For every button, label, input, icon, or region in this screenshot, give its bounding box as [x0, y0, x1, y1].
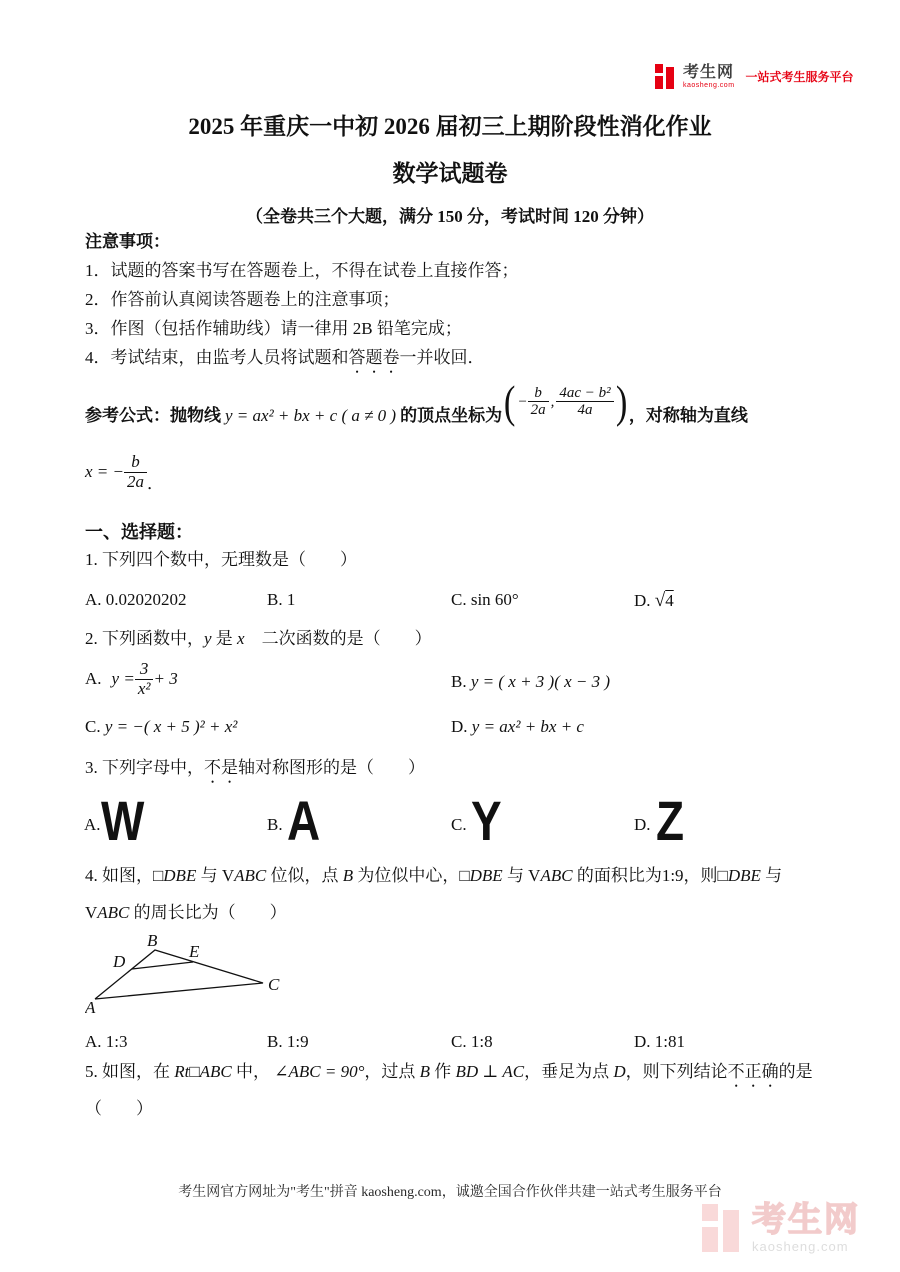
- q3-option-b-label: B.: [267, 815, 283, 834]
- stem-text: 是: [211, 629, 238, 648]
- math-DBE: DBE: [469, 866, 503, 885]
- stem-text: 的面积比为1:9，则□: [572, 866, 728, 885]
- minus-sign: −: [517, 393, 528, 410]
- option-value: 1:9: [286, 1032, 309, 1051]
- notice-item-4-emph: 答题卷: [348, 348, 400, 367]
- notice-item-3: 3．作图（包括作辅助线）请一律用 2B 铅笔完成；: [85, 319, 462, 338]
- option-label: B.: [451, 672, 467, 691]
- fraction-numerator: 3: [139, 658, 149, 678]
- stem-text: 与: [760, 866, 783, 885]
- stem-text: 的周长比为（ ）: [129, 903, 287, 922]
- comma: ,: [550, 393, 555, 410]
- math-BD-perp-AC: BD ⊥ AC: [455, 1062, 525, 1081]
- q2-option-c: [85, 716, 237, 737]
- stem-text: 2. 下列函数中，: [85, 629, 204, 648]
- fraction-numerator: b: [534, 384, 542, 401]
- label-D: D: [113, 952, 126, 971]
- reference-formula: [85, 376, 748, 444]
- stem-text: V: [85, 903, 98, 922]
- kaosheng-watermark-icon: [702, 1204, 744, 1252]
- fraction-b-2a: [528, 385, 549, 419]
- math-Rt: Rt: [174, 1062, 190, 1081]
- stem-text: 与 V: [196, 866, 235, 885]
- formula-equation: y = ax² + bx + c ( a ≠ 0 ): [225, 406, 397, 426]
- math-ABC: ABC: [199, 1062, 232, 1081]
- option-math: + 3: [153, 669, 178, 689]
- kaosheng-logo-icon: [655, 64, 676, 89]
- axis-lead: x = −: [85, 462, 124, 482]
- math-angle-ABC: ∠ABC = 90°: [274, 1062, 365, 1081]
- q2-option-a: [85, 653, 178, 705]
- q1-option-b: [267, 589, 295, 610]
- q1-option-a: [85, 589, 187, 610]
- stem-text: 4. 如图，□: [85, 866, 164, 885]
- q1-stem: 1. 下列四个数中，无理数是（ ）: [85, 550, 357, 569]
- stem-text: ，垂足为点: [524, 1062, 614, 1081]
- math-D: D: [613, 1062, 626, 1081]
- stem-text: 的是: [778, 1062, 813, 1081]
- fraction-numerator: b: [131, 451, 140, 471]
- stem-text: 与 V: [502, 866, 541, 885]
- q3-stem: [85, 757, 425, 787]
- period: ．: [147, 473, 164, 493]
- open-paren: (: [504, 376, 516, 428]
- stem-text: 中，: [231, 1062, 275, 1081]
- notice-item-4: [85, 347, 485, 377]
- radicand: 4: [665, 591, 674, 610]
- notice-item-1: 1．试题的答案书写在答题卷上，不得在试卷上直接作答；: [85, 261, 519, 280]
- q2-option-d: [451, 716, 584, 737]
- q1-option-d: [634, 589, 674, 613]
- q3-option-a-label: A.: [84, 815, 101, 834]
- label-A: A: [85, 998, 96, 1017]
- q3-option-d-label: D.: [634, 815, 651, 834]
- option-math: y = ax² + bx + c: [471, 717, 584, 736]
- option-value: 0.02020202: [105, 590, 187, 609]
- footer-text: 考生网官方网址为"考生"拼音 kaosheng.com，诚邀全国合作伙伴共建一站式考生服务平台: [178, 1185, 722, 1200]
- option-label: D.: [451, 717, 468, 736]
- q4-option-a: [85, 1031, 128, 1052]
- option-value: 1:3: [105, 1032, 128, 1051]
- option-label: D.: [634, 1032, 651, 1051]
- exam-info: （全卷共三个大题，满分 150 分，考试时间 120 分钟）: [246, 207, 654, 226]
- brand-tagline: 一站式考生服务平台: [745, 70, 854, 84]
- option-label: C.: [451, 590, 467, 609]
- notice-heading: 注意事项：: [85, 232, 170, 251]
- q4-triangle-figure: [85, 933, 325, 1017]
- formula-lead: 参考公式：抛物线: [85, 406, 221, 426]
- fraction-denominator: 2a: [528, 401, 549, 419]
- q2-stem: [85, 628, 432, 649]
- q3-option-a-letter: W: [101, 789, 143, 852]
- notice-item-4-pre: 4．考试结束，由监考人员将试题和: [85, 348, 349, 367]
- option-math: y = ( x + 3 )( x − 3 ): [470, 672, 611, 691]
- q1-option-c: [451, 589, 519, 610]
- option-label: D.: [634, 591, 651, 610]
- q2-option-b: [451, 671, 610, 692]
- stem-text: 轴对称图形的是（ ）: [238, 758, 425, 777]
- radical-sign: √: [654, 590, 666, 611]
- q5-stem-line2: （ ）: [85, 1099, 153, 1118]
- formula-tail: ，对称轴为直线: [628, 406, 748, 426]
- option-value: 1: [286, 590, 296, 609]
- stem-text: □: [189, 1062, 200, 1081]
- option-value: sin 60°: [470, 590, 519, 609]
- option-label: A.: [85, 669, 102, 689]
- q4-option-b: [267, 1031, 309, 1052]
- formula-mid: 的顶点坐标为: [400, 406, 503, 426]
- brand-domain: kaosheng.com: [683, 81, 735, 89]
- option-label: B.: [267, 590, 283, 609]
- stem-text: ，则下列结论: [625, 1062, 728, 1081]
- notice-item-4-post: 一并收回．: [399, 348, 485, 367]
- stem-text: 3. 下列字母中，: [85, 758, 204, 777]
- option-label: C.: [451, 1032, 467, 1051]
- fraction-b-2a: [124, 453, 147, 491]
- math-B: B: [342, 866, 354, 885]
- q4-option-c: [451, 1031, 493, 1052]
- close-paren: ): [615, 376, 628, 428]
- option-value: 1:81: [654, 1032, 686, 1051]
- axis-formula: [85, 450, 164, 494]
- fraction-numerator: 4ac − b²: [559, 384, 611, 401]
- segment-DE: [132, 962, 193, 969]
- fraction-4ac-b2-4a: [556, 385, 613, 419]
- watermark-brand-name: 考生网: [752, 1201, 860, 1239]
- fraction-3-x2: [135, 660, 154, 698]
- watermark-domain: kaosheng.com: [752, 1239, 849, 1254]
- q3-option-b-letter: A: [287, 789, 319, 852]
- fraction-denominator: 4a: [556, 401, 613, 419]
- notice-item-2: 2．作答前认真阅读答题卷上的注意事项；: [85, 290, 400, 309]
- section-heading: 一、选择题：: [85, 522, 193, 542]
- q4-stem-line1: [85, 865, 782, 886]
- math-B: B: [419, 1062, 431, 1081]
- q3-option-c-label: C.: [451, 815, 467, 834]
- math-ABC: ABC: [97, 903, 130, 922]
- stem-emphasis: 不正确: [727, 1062, 779, 1081]
- fraction-denominator: x²: [135, 679, 154, 699]
- stem-text: 作: [430, 1062, 456, 1081]
- option-label: C.: [85, 717, 101, 736]
- q3-option-d-letter: Z: [656, 789, 683, 852]
- q4-stem-line2: [85, 902, 287, 923]
- math-ABC: ABC: [540, 866, 573, 885]
- option-label: A.: [85, 1032, 102, 1051]
- page-title: 2025 年重庆一中初 2026 届初三上期阶段性消化作业: [188, 114, 712, 139]
- brand-name: 考生网: [683, 63, 735, 81]
- stem-emphasis: 不是: [204, 758, 238, 777]
- label-B: B: [147, 933, 158, 950]
- stem-text: 二次函数的是（ ）: [244, 629, 432, 648]
- stem-text: 位似，点: [266, 866, 343, 885]
- q3-option-c-letter: Y: [471, 789, 500, 852]
- math-ABC: ABC: [234, 866, 267, 885]
- kaosheng-logo: [655, 64, 854, 89]
- q5-stem-line1: [85, 1061, 813, 1091]
- option-math: y =: [111, 669, 135, 689]
- option-label: A.: [85, 590, 102, 609]
- stem-text: ，过点: [364, 1062, 420, 1081]
- math-x: x: [237, 629, 245, 648]
- label-C: C: [268, 975, 280, 994]
- vertex-coordinate: [502, 376, 629, 428]
- option-math: y = −( x + 5 )² + x²: [104, 717, 238, 736]
- q4-option-d: [634, 1031, 685, 1052]
- option-value: 1:8: [470, 1032, 493, 1051]
- option-label: B.: [267, 1032, 283, 1051]
- math-DBE: DBE: [163, 866, 197, 885]
- math-y: y: [204, 629, 212, 648]
- kaosheng-watermark: [702, 1203, 860, 1253]
- page-subtitle: 数学试题卷: [392, 161, 508, 186]
- math-DBE: DBE: [727, 866, 761, 885]
- stem-text: 5. 如图，在: [85, 1062, 175, 1081]
- fraction-denominator: 2a: [124, 472, 147, 492]
- stem-text: 为位似中心，□: [353, 866, 470, 885]
- label-E: E: [189, 942, 200, 961]
